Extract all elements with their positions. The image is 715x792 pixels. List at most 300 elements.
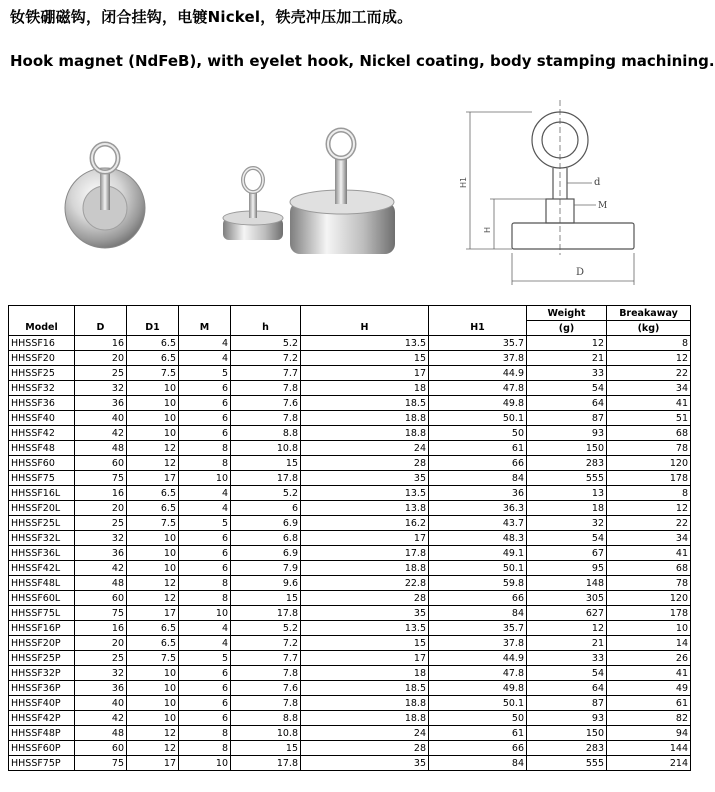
cell-m: 10: [179, 471, 231, 486]
cell-H: 35: [301, 756, 429, 771]
cell-breakaway: 61: [607, 696, 691, 711]
cell-d: 48: [75, 576, 127, 591]
header-h1: H1: [429, 321, 527, 336]
cell-breakaway: 41: [607, 666, 691, 681]
cell-H: 18.5: [301, 396, 429, 411]
cell-H: 13.8: [301, 501, 429, 516]
table-row: [9, 396, 691, 411]
cell-breakaway: 41: [607, 546, 691, 561]
cell-d1: 7.5: [127, 366, 179, 381]
cell-h: 6.8: [231, 531, 301, 546]
cell-d1: 12: [127, 456, 179, 471]
cell-model: HHSSF40: [9, 411, 75, 426]
table-row: [9, 666, 691, 681]
cell-d: 75: [75, 606, 127, 621]
cell-H: 18.5: [301, 681, 429, 696]
cell-weight: 305: [527, 591, 607, 606]
cell-weight: 627: [527, 606, 607, 621]
header-d1: D1: [127, 321, 179, 336]
cell-h1: 66: [429, 456, 527, 471]
cell-d: 60: [75, 741, 127, 756]
cell-weight: 64: [527, 681, 607, 696]
table-row: [9, 606, 691, 621]
cell-model: HHSSF36L: [9, 546, 75, 561]
cell-weight: 18: [527, 501, 607, 516]
cell-weight: 67: [527, 546, 607, 561]
cell-weight: 32: [527, 516, 607, 531]
cell-model: HHSSF20L: [9, 501, 75, 516]
cell-d1: 10: [127, 396, 179, 411]
cell-H: 28: [301, 456, 429, 471]
cell-h1: 36: [429, 486, 527, 501]
cell-model: HHSSF25L: [9, 516, 75, 531]
cell-model: HHSSF32P: [9, 666, 75, 681]
cell-d: 40: [75, 696, 127, 711]
cell-m: 4: [179, 486, 231, 501]
cell-m: 8: [179, 591, 231, 606]
cell-weight: 93: [527, 711, 607, 726]
cell-model: HHSSF40P: [9, 696, 75, 711]
cell-H: 18.8: [301, 411, 429, 426]
cell-d: 16: [75, 336, 127, 351]
table-row: [9, 381, 691, 396]
cell-breakaway: 120: [607, 591, 691, 606]
cell-model: HHSSF42P: [9, 711, 75, 726]
cell-model: HHSSF32L: [9, 531, 75, 546]
cell-h1: 66: [429, 741, 527, 756]
cell-d1: 6.5: [127, 351, 179, 366]
cell-h1: 84: [429, 471, 527, 486]
cell-h: 7.8: [231, 666, 301, 681]
cell-H: 18.8: [301, 696, 429, 711]
dim-label-D: D: [576, 267, 585, 278]
cell-h: 7.8: [231, 411, 301, 426]
cell-d: 32: [75, 381, 127, 396]
cell-model: HHSSF32: [9, 381, 75, 396]
cell-breakaway: 82: [607, 711, 691, 726]
cell-H: 35: [301, 606, 429, 621]
cell-m: 5: [179, 366, 231, 381]
cell-d: 36: [75, 546, 127, 561]
cell-model: HHSSF75: [9, 471, 75, 486]
cell-d1: 10: [127, 711, 179, 726]
cell-d1: 6.5: [127, 621, 179, 636]
cell-h1: 66: [429, 591, 527, 606]
cell-H: 18.8: [301, 561, 429, 576]
cell-d: 42: [75, 426, 127, 441]
cell-h: 7.7: [231, 366, 301, 381]
cell-h1: 47.8: [429, 381, 527, 396]
cell-d1: 10: [127, 381, 179, 396]
cell-d: 32: [75, 666, 127, 681]
cell-h1: 59.8: [429, 576, 527, 591]
cell-breakaway: 8: [607, 336, 691, 351]
cell-m: 6: [179, 411, 231, 426]
cell-h: 7.2: [231, 351, 301, 366]
cell-H: 18: [301, 381, 429, 396]
cell-h1: 44.9: [429, 651, 527, 666]
dim-label-h: H: [483, 226, 492, 233]
cell-model: HHSSF25: [9, 366, 75, 381]
cell-weight: 12: [527, 621, 607, 636]
cell-h: 9.6: [231, 576, 301, 591]
cell-breakaway: 78: [607, 576, 691, 591]
cell-breakaway: 14: [607, 636, 691, 651]
cell-h1: 61: [429, 726, 527, 741]
cell-d: 42: [75, 561, 127, 576]
cell-d1: 10: [127, 696, 179, 711]
cell-h1: 84: [429, 756, 527, 771]
cell-m: 4: [179, 336, 231, 351]
cell-weight: 21: [527, 351, 607, 366]
cell-model: HHSSF20P: [9, 636, 75, 651]
cell-H: 28: [301, 741, 429, 756]
cell-m: 8: [179, 726, 231, 741]
cell-d: 48: [75, 726, 127, 741]
cell-model: HHSSF20: [9, 351, 75, 366]
cell-m: 8: [179, 576, 231, 591]
cell-model: HHSSF48: [9, 441, 75, 456]
cell-weight: 87: [527, 411, 607, 426]
spec-table: [8, 305, 691, 771]
cell-d1: 12: [127, 591, 179, 606]
cell-m: 10: [179, 756, 231, 771]
cell-h: 17.8: [231, 606, 301, 621]
cell-h: 7.8: [231, 381, 301, 396]
cell-h: 7.7: [231, 651, 301, 666]
cell-d: 16: [75, 621, 127, 636]
cell-m: 8: [179, 741, 231, 756]
cell-weight: 555: [527, 756, 607, 771]
cell-breakaway: 34: [607, 531, 691, 546]
cell-weight: 93: [527, 426, 607, 441]
cell-h1: 84: [429, 606, 527, 621]
dim-label-d: d: [594, 177, 601, 188]
cell-m: 6: [179, 381, 231, 396]
cell-h: 7.9: [231, 561, 301, 576]
cell-d: 25: [75, 366, 127, 381]
cell-m: 4: [179, 636, 231, 651]
cell-H: 15: [301, 636, 429, 651]
cell-m: 5: [179, 516, 231, 531]
table-row: [9, 711, 691, 726]
cell-h: 10.8: [231, 441, 301, 456]
cell-h1: 50.1: [429, 561, 527, 576]
table-row: [9, 546, 691, 561]
header-h-small: h: [231, 321, 301, 336]
cell-h1: 49.1: [429, 546, 527, 561]
cell-model: HHSSF75L: [9, 606, 75, 621]
cell-m: 6: [179, 396, 231, 411]
header-d-outer: D: [75, 321, 127, 336]
cell-m: 6: [179, 426, 231, 441]
cell-m: 4: [179, 501, 231, 516]
cell-h1: 36.3: [429, 501, 527, 516]
cell-h1: 35.7: [429, 621, 527, 636]
cell-H: 17: [301, 531, 429, 546]
cell-d: 40: [75, 411, 127, 426]
cell-h: 6: [231, 501, 301, 516]
cell-m: 6: [179, 546, 231, 561]
cell-H: 13.5: [301, 621, 429, 636]
table-row: [9, 441, 691, 456]
cell-H: 24: [301, 726, 429, 741]
table-row: [9, 681, 691, 696]
cell-m: 6: [179, 711, 231, 726]
table-row: [9, 366, 691, 381]
cell-d: 25: [75, 651, 127, 666]
header-weight: Weight: [527, 306, 607, 321]
cell-d: 32: [75, 531, 127, 546]
cell-model: HHSSF36: [9, 396, 75, 411]
header-model: Model: [9, 321, 75, 336]
cell-h1: 50: [429, 426, 527, 441]
cell-m: 4: [179, 351, 231, 366]
cell-weight: 54: [527, 666, 607, 681]
cell-H: 17: [301, 651, 429, 666]
cell-breakaway: 51: [607, 411, 691, 426]
cell-h1: 49.8: [429, 681, 527, 696]
cell-h: 17.8: [231, 471, 301, 486]
table-row: [9, 336, 691, 351]
dim-label-H1: H1: [459, 176, 468, 188]
cell-d1: 12: [127, 441, 179, 456]
cell-h: 7.8: [231, 696, 301, 711]
cell-breakaway: 10: [607, 621, 691, 636]
cell-h1: 37.8: [429, 351, 527, 366]
cell-weight: 555: [527, 471, 607, 486]
cell-H: 24: [301, 441, 429, 456]
cell-model: HHSSF36P: [9, 681, 75, 696]
cell-m: 6: [179, 561, 231, 576]
cell-weight: 33: [527, 651, 607, 666]
cell-d: 20: [75, 351, 127, 366]
cell-H: 15: [301, 351, 429, 366]
cell-breakaway: 94: [607, 726, 691, 741]
cell-breakaway: 120: [607, 456, 691, 471]
table-row: [9, 576, 691, 591]
cell-h: 8.8: [231, 711, 301, 726]
cell-breakaway: 26: [607, 651, 691, 666]
table-row: [9, 621, 691, 636]
cell-H: 22.8: [301, 576, 429, 591]
table-row: [9, 471, 691, 486]
cell-h: 7.2: [231, 636, 301, 651]
cell-weight: 21: [527, 636, 607, 651]
cell-h: 17.8: [231, 756, 301, 771]
cell-d1: 12: [127, 741, 179, 756]
cell-model: HHSSF48P: [9, 726, 75, 741]
cell-d: 60: [75, 591, 127, 606]
cell-d: 48: [75, 441, 127, 456]
cell-model: HHSSF42L: [9, 561, 75, 576]
cell-weight: 150: [527, 441, 607, 456]
cell-d1: 10: [127, 411, 179, 426]
cell-h1: 37.8: [429, 636, 527, 651]
hook-magnet-photo-pair: [215, 130, 405, 270]
cell-d1: 12: [127, 726, 179, 741]
cell-h: 5.2: [231, 336, 301, 351]
cell-d1: 10: [127, 546, 179, 561]
cell-m: 8: [179, 456, 231, 471]
cell-d1: 12: [127, 576, 179, 591]
table-row: [9, 651, 691, 666]
cell-H: 28: [301, 591, 429, 606]
cell-weight: 283: [527, 741, 607, 756]
cell-breakaway: 34: [607, 381, 691, 396]
cell-h: 5.2: [231, 621, 301, 636]
cell-weight: 12: [527, 336, 607, 351]
cell-breakaway: 41: [607, 396, 691, 411]
cell-d: 25: [75, 516, 127, 531]
cell-model: HHSSF42: [9, 426, 75, 441]
cell-d1: 7.5: [127, 516, 179, 531]
table-row: [9, 516, 691, 531]
cell-h: 8.8: [231, 426, 301, 441]
cell-d: 75: [75, 471, 127, 486]
cell-h: 6.9: [231, 516, 301, 531]
table-row: [9, 636, 691, 651]
cell-d1: 6.5: [127, 486, 179, 501]
cell-h1: 50.1: [429, 696, 527, 711]
cell-d1: 10: [127, 681, 179, 696]
cell-weight: 148: [527, 576, 607, 591]
cell-d1: 17: [127, 756, 179, 771]
technical-drawing: [460, 95, 660, 295]
cell-h: 6.9: [231, 546, 301, 561]
header-h-large: H: [301, 321, 429, 336]
cell-d: 42: [75, 711, 127, 726]
cell-H: 17.8: [301, 546, 429, 561]
cell-H: 13.5: [301, 486, 429, 501]
table-row: [9, 426, 691, 441]
cell-weight: 33: [527, 366, 607, 381]
cell-H: 17: [301, 366, 429, 381]
cell-d1: 10: [127, 561, 179, 576]
cell-breakaway: 22: [607, 516, 691, 531]
cell-d: 16: [75, 486, 127, 501]
cell-d1: 10: [127, 666, 179, 681]
cell-breakaway: 78: [607, 441, 691, 456]
table-row: [9, 456, 691, 471]
cell-breakaway: 178: [607, 471, 691, 486]
cell-breakaway: 144: [607, 741, 691, 756]
cell-model: HHSSF16: [9, 336, 75, 351]
cell-m: 4: [179, 621, 231, 636]
cell-d: 75: [75, 756, 127, 771]
cell-model: HHSSF16P: [9, 621, 75, 636]
header-m: M: [179, 321, 231, 336]
cell-h1: 47.8: [429, 666, 527, 681]
cell-breakaway: 178: [607, 606, 691, 621]
cell-model: HHSSF16L: [9, 486, 75, 501]
cell-model: HHSSF48L: [9, 576, 75, 591]
header-breakaway: Breakaway: [607, 306, 691, 321]
cell-H: 18: [301, 666, 429, 681]
cell-H: 16.2: [301, 516, 429, 531]
cell-h: 15: [231, 591, 301, 606]
cell-breakaway: 12: [607, 351, 691, 366]
cell-h: 10.8: [231, 726, 301, 741]
cell-h1: 50.1: [429, 411, 527, 426]
spec-table-body: [9, 336, 691, 771]
cell-H: 18.8: [301, 426, 429, 441]
cell-d: 36: [75, 396, 127, 411]
cell-d1: 10: [127, 426, 179, 441]
cell-weight: 54: [527, 531, 607, 546]
cell-h1: 35.7: [429, 336, 527, 351]
cell-model: HHSSF60L: [9, 591, 75, 606]
cell-m: 5: [179, 651, 231, 666]
table-row: [9, 756, 691, 771]
cell-h: 7.6: [231, 396, 301, 411]
cell-d1: 6.5: [127, 636, 179, 651]
table-row: [9, 696, 691, 711]
cell-weight: 54: [527, 381, 607, 396]
cell-weight: 150: [527, 726, 607, 741]
cell-h1: 61: [429, 441, 527, 456]
table-row: [9, 726, 691, 741]
title-chinese: 钕铁硼磁钩，闭合挂钩，电镀Nickel，铁壳冲压加工而成。: [10, 8, 413, 26]
cell-breakaway: 12: [607, 501, 691, 516]
cell-d1: 17: [127, 471, 179, 486]
cell-model: HHSSF60P: [9, 741, 75, 756]
dim-label-M: M: [598, 201, 608, 211]
cell-breakaway: 68: [607, 426, 691, 441]
cell-d1: 6.5: [127, 336, 179, 351]
cell-d1: 10: [127, 531, 179, 546]
table-row: [9, 486, 691, 501]
cell-d1: 7.5: [127, 651, 179, 666]
header-breakaway-unit: (kg): [607, 321, 691, 336]
cell-H: 18.8: [301, 711, 429, 726]
cell-m: 6: [179, 696, 231, 711]
cell-breakaway: 8: [607, 486, 691, 501]
cell-m: 6: [179, 666, 231, 681]
cell-d: 20: [75, 636, 127, 651]
cell-H: 35: [301, 471, 429, 486]
cell-h: 15: [231, 456, 301, 471]
cell-breakaway: 49: [607, 681, 691, 696]
cell-weight: 95: [527, 561, 607, 576]
cell-model: HHSSF25P: [9, 651, 75, 666]
table-row: [9, 351, 691, 366]
cell-h1: 49.8: [429, 396, 527, 411]
cell-m: 10: [179, 606, 231, 621]
table-row: [9, 531, 691, 546]
cell-h: 15: [231, 741, 301, 756]
cell-h1: 50: [429, 711, 527, 726]
cell-d1: 17: [127, 606, 179, 621]
cell-h: 5.2: [231, 486, 301, 501]
cell-breakaway: 22: [607, 366, 691, 381]
cell-d: 60: [75, 456, 127, 471]
cell-d1: 6.5: [127, 501, 179, 516]
table-row: [9, 561, 691, 576]
cell-d: 36: [75, 681, 127, 696]
cell-weight: 87: [527, 696, 607, 711]
cell-h1: 43.7: [429, 516, 527, 531]
cell-d: 20: [75, 501, 127, 516]
table-row: [9, 501, 691, 516]
cell-breakaway: 68: [607, 561, 691, 576]
cell-breakaway: 214: [607, 756, 691, 771]
cell-model: HHSSF75P: [9, 756, 75, 771]
hook-magnet-photo-front: [50, 140, 160, 250]
cell-m: 6: [179, 681, 231, 696]
table-row: [9, 741, 691, 756]
cell-weight: 283: [527, 456, 607, 471]
